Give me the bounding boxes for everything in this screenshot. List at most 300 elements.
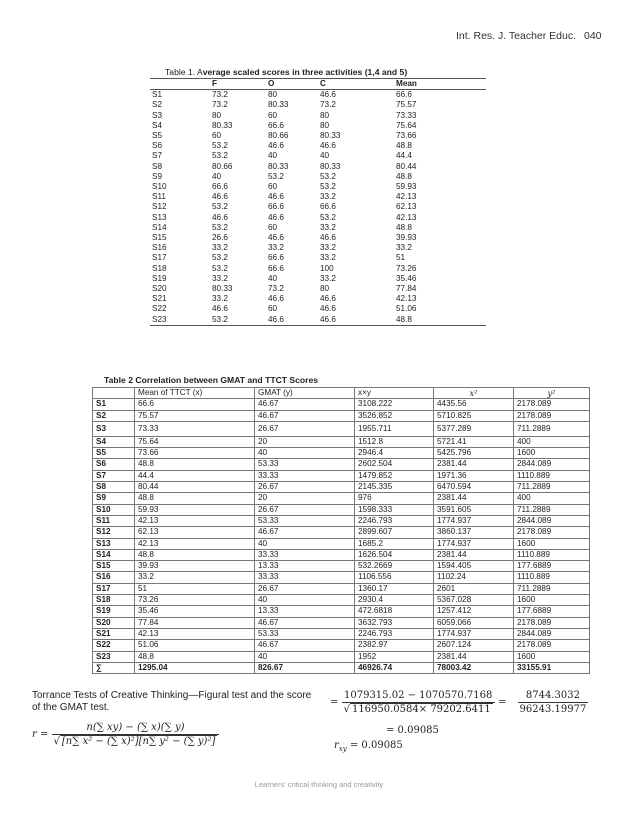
table-cell: 53.2 <box>212 141 228 151</box>
table-cell: 80 <box>212 110 222 120</box>
table-cell: 80.33 <box>320 161 341 171</box>
table-cell: S19 <box>152 273 167 283</box>
table-cell: 711.2889 <box>514 583 590 594</box>
table-cell: 2178.089 <box>514 410 590 421</box>
table-row <box>150 223 486 233</box>
table-cell: S15 <box>152 233 167 243</box>
table-cell: 1102.24 <box>434 572 514 583</box>
table-row <box>93 399 590 410</box>
table-cell: 1295.04 <box>135 662 255 673</box>
table-cell: 46.6 <box>320 233 336 243</box>
table-row <box>150 192 486 202</box>
table-row <box>93 410 590 421</box>
table-cell: 400 <box>514 493 590 504</box>
table-cell: 532.2669 <box>355 561 434 572</box>
table-cell: 33.2 <box>212 273 228 283</box>
table-cell: 46.6 <box>268 192 284 202</box>
table-row <box>93 504 590 515</box>
table-cell: 78003.42 <box>434 662 514 673</box>
table-cell: S13 <box>152 212 167 222</box>
table-cell: 66.6 <box>396 90 412 100</box>
table-cell: 5721.41 <box>434 436 514 447</box>
table-cell: 33.2 <box>320 243 336 253</box>
table-cell: 711.2889 <box>514 482 590 493</box>
table-row <box>150 253 486 263</box>
table-cell: 711.2889 <box>514 504 590 515</box>
table-cell: 46.6 <box>212 304 228 314</box>
table-cell: 46.67 <box>255 617 355 628</box>
table-cell: 2145.335 <box>355 482 434 493</box>
table-cell: 51.06 <box>396 304 417 314</box>
table-cell: 33.2 <box>268 243 284 253</box>
table-row <box>150 213 486 223</box>
table-row <box>150 100 486 110</box>
table-cell: 2844.089 <box>514 459 590 470</box>
table-cell: 80.33 <box>268 100 289 110</box>
table-cell: 80 <box>320 110 330 120</box>
table-cell: 44.4 <box>135 470 255 481</box>
table-cell: 53.2 <box>268 171 284 181</box>
table-row <box>150 202 486 212</box>
table-cell: 62.13 <box>135 527 255 538</box>
table-cell: S2 <box>93 410 135 421</box>
table-cell: 976 <box>355 493 434 504</box>
table-cell: 73.66 <box>396 131 417 141</box>
table-cell: 66.6 <box>268 202 284 212</box>
table-cell: 48.8 <box>135 549 255 560</box>
table-cell: 73.66 <box>135 448 255 459</box>
table-cell: 6059.066 <box>434 617 514 628</box>
table-cell: S16 <box>152 243 167 253</box>
table-cell: 5377.289 <box>434 421 514 436</box>
table-cell: 80.33 <box>212 284 233 294</box>
table-cell: 1774.937 <box>434 515 514 526</box>
table-cell: 2602.504 <box>355 459 434 470</box>
table-cell: 53.2 <box>212 263 228 273</box>
table-cell: S1 <box>152 90 163 100</box>
table-cell: 66.6 <box>268 253 284 263</box>
table-cell: 1600 <box>514 448 590 459</box>
table-row <box>150 111 486 121</box>
table-cell: 46.6 <box>268 212 284 222</box>
table-row <box>93 470 590 481</box>
table-row <box>93 583 590 594</box>
table-cell: S11 <box>93 515 135 526</box>
table-cell: 73.2 <box>268 284 284 294</box>
table-cell: 2178.089 <box>514 399 590 410</box>
table-cell: 51 <box>396 253 406 263</box>
table-cell: 51 <box>135 583 255 594</box>
table-cell: 40 <box>268 151 278 161</box>
table-row <box>150 315 486 326</box>
table-cell: S9 <box>152 171 163 181</box>
table-cell: 73.26 <box>396 263 417 273</box>
table-cell: 13.33 <box>255 606 355 617</box>
table-cell: S6 <box>93 459 135 470</box>
table-cell: 80 <box>320 120 330 130</box>
table-cell: 60 <box>268 304 278 314</box>
table-cell: 2246.793 <box>355 628 434 639</box>
table-cell: 2178.089 <box>514 527 590 538</box>
table-cell: 40 <box>255 651 355 662</box>
table-cell: 77.84 <box>396 284 417 294</box>
table-cell: S22 <box>93 640 135 651</box>
table-cell: 3632.793 <box>355 617 434 628</box>
table-cell: 2381.44 <box>434 493 514 504</box>
table-cell: S12 <box>93 527 135 538</box>
table-cell: 1512.8 <box>355 436 434 447</box>
table-cell: 73.2 <box>320 100 336 110</box>
table-cell: 26.67 <box>255 583 355 594</box>
table-cell: S18 <box>93 595 135 606</box>
table-cell: 2946.4 <box>355 448 434 459</box>
table-row <box>93 459 590 470</box>
table-cell: 2382.97 <box>355 640 434 651</box>
table-cell: 46.6 <box>212 192 228 202</box>
table-cell: 100 <box>320 263 334 273</box>
table-cell: 26.67 <box>255 421 355 436</box>
table-cell: S5 <box>152 131 163 141</box>
table-cell: 46.6 <box>268 314 284 324</box>
table-cell: Mean <box>396 79 417 88</box>
table-cell: 2246.793 <box>355 515 434 526</box>
table-cell: 53.2 <box>212 202 228 212</box>
table-row <box>150 274 486 284</box>
table-cell: 40 <box>320 151 330 161</box>
table-cell: 33.2 <box>212 243 228 253</box>
table-cell: 53.2 <box>320 182 336 192</box>
table-row <box>150 284 486 294</box>
table-cell: 80.33 <box>320 131 341 141</box>
table2 <box>92 387 590 674</box>
table-cell: 80.66 <box>212 161 233 171</box>
table-cell: 2899.607 <box>355 527 434 538</box>
table-row <box>150 90 486 101</box>
table-cell: 48.8 <box>396 314 412 324</box>
table-cell: 60 <box>268 182 278 192</box>
table-cell: 1774.937 <box>434 538 514 549</box>
table-cell: S6 <box>152 141 163 151</box>
table-cell: S23 <box>93 651 135 662</box>
table-cell: O <box>268 79 275 88</box>
table-row <box>93 421 590 436</box>
table-row <box>150 172 486 182</box>
table-row <box>93 640 590 651</box>
table-cell: S20 <box>152 284 167 294</box>
table-cell <box>93 388 135 399</box>
table-row <box>93 549 590 560</box>
table-cell: 2601 <box>434 583 514 594</box>
table-cell: 40 <box>268 273 278 283</box>
table-cell: 33.2 <box>320 273 336 283</box>
table-header-row <box>93 388 590 399</box>
table-cell: 51.06 <box>135 640 255 651</box>
table-cell: S4 <box>93 436 135 447</box>
table-row <box>93 628 590 639</box>
table-cell: 73.33 <box>135 421 255 436</box>
table-cell: S3 <box>152 110 163 120</box>
table-cell: 2381.44 <box>434 549 514 560</box>
table-cell: 2844.089 <box>514 515 590 526</box>
table-cell: 826.67 <box>255 662 355 673</box>
table-row <box>93 515 590 526</box>
table-cell: 4435.56 <box>434 399 514 410</box>
table-cell: S8 <box>152 161 163 171</box>
table-cell: S3 <box>93 421 135 436</box>
table-cell: 6470.594 <box>434 482 514 493</box>
table-cell: 46.67 <box>255 410 355 421</box>
table-cell: 177.6889 <box>514 561 590 572</box>
table-cell: S2 <box>152 100 163 110</box>
table-cell: 33155.91 <box>514 662 590 673</box>
table-cell: 48.8 <box>135 459 255 470</box>
table-cell: 75.57 <box>135 410 255 421</box>
table-cell: 1955.711 <box>355 421 434 436</box>
table-cell: 1257.412 <box>434 606 514 617</box>
table-cell: 73.26 <box>135 595 255 606</box>
table-cell: 33.33 <box>255 470 355 481</box>
table-cell: 80 <box>268 90 278 100</box>
journal-name: Int. Res. J. Teacher Educ. <box>456 30 577 42</box>
table-cell: 42.13 <box>396 192 417 202</box>
table-row <box>150 151 486 161</box>
table-cell: S21 <box>152 294 167 304</box>
table-cell: 2607.124 <box>434 640 514 651</box>
table1 <box>150 78 486 326</box>
table-cell: 2381.44 <box>434 459 514 470</box>
table-cell: 48.8 <box>135 651 255 662</box>
table-cell: 40 <box>255 595 355 606</box>
table-row <box>93 448 590 459</box>
table-cell: S17 <box>93 583 135 594</box>
table-cell: 1110.889 <box>514 549 590 560</box>
table-cell: 1110.889 <box>514 572 590 583</box>
table-cell: 33.2 <box>320 253 336 263</box>
table-cell: 177.6889 <box>514 606 590 617</box>
table-cell: 33.2 <box>320 222 336 232</box>
table-cell: 42.13 <box>396 212 417 222</box>
table-cell: 46.6 <box>320 141 336 151</box>
table-cell: 60 <box>212 131 222 141</box>
table-cell: 80.44 <box>396 161 417 171</box>
table-row <box>93 561 590 572</box>
table-cell: 40 <box>255 448 355 459</box>
table-cell: 62.13 <box>396 202 417 212</box>
table-cell: ∑ <box>93 662 135 673</box>
table-cell: 1479.852 <box>355 470 434 481</box>
table-cell: x² <box>434 388 514 399</box>
table-cell: 80.33 <box>212 120 233 130</box>
table-cell: 5710.825 <box>434 410 514 421</box>
table-cell: S13 <box>93 538 135 549</box>
table-cell: 66.6 <box>135 399 255 410</box>
table-cell: 40 <box>255 538 355 549</box>
table-cell: 33.33 <box>255 549 355 560</box>
table-row <box>93 527 590 538</box>
table-row <box>93 493 590 504</box>
table-cell: 46.6 <box>320 90 336 100</box>
table-cell: 59.93 <box>396 182 417 192</box>
table-cell: 46.6 <box>212 212 228 222</box>
table-row <box>150 233 486 243</box>
table-cell: 2178.089 <box>514 640 590 651</box>
table-cell: 53.2 <box>320 212 336 222</box>
table-cell: 53.2 <box>212 151 228 161</box>
table-row <box>150 141 486 151</box>
table-cell: 3526.852 <box>355 410 434 421</box>
table-cell: 46926.74 <box>355 662 434 673</box>
table-cell: S23 <box>152 314 167 324</box>
table-cell: 5367.028 <box>434 595 514 606</box>
table-row <box>150 182 486 192</box>
table-cell: 42.13 <box>396 294 417 304</box>
table-cell: 33.33 <box>255 572 355 583</box>
table-cell: 66.6 <box>320 202 336 212</box>
table-cell: 26.6 <box>212 233 228 243</box>
table-cell: 1774.937 <box>434 628 514 639</box>
table-cell: 46.67 <box>255 527 355 538</box>
table-cell: C <box>320 79 326 88</box>
table-row <box>93 595 590 606</box>
table-row <box>150 304 486 314</box>
table-cell: 26.67 <box>255 482 355 493</box>
table-cell: 53.2 <box>212 314 228 324</box>
table-cell: 75.57 <box>396 100 417 110</box>
body-paragraph: Torrance Tests of Creative Thinking—Figural test and the score of the GMAT test. <box>32 690 312 713</box>
table-header-row <box>150 79 486 90</box>
table-cell: S4 <box>152 120 163 130</box>
table-cell: 73.2 <box>212 90 228 100</box>
table-cell: 77.84 <box>135 617 255 628</box>
table-cell: S22 <box>152 304 167 314</box>
table-cell: 53.2 <box>212 222 228 232</box>
table-cell: 39.93 <box>396 233 417 243</box>
table-cell: 42.13 <box>135 538 255 549</box>
table-cell: 46.67 <box>255 399 355 410</box>
table-cell: 60 <box>268 110 278 120</box>
table-cell: 42.13 <box>135 628 255 639</box>
table-cell: 2930.4 <box>355 595 434 606</box>
table-cell: 33.2 <box>212 294 228 304</box>
table-cell: S16 <box>93 572 135 583</box>
table-cell: 53.33 <box>255 628 355 639</box>
table-cell: 80 <box>320 284 330 294</box>
table-cell: 711.2889 <box>514 421 590 436</box>
table-cell: 1626.504 <box>355 549 434 560</box>
table-cell: 48.8 <box>396 141 412 151</box>
table-row <box>150 243 486 253</box>
table-cell: S8 <box>93 482 135 493</box>
table-cell: 42.13 <box>135 515 255 526</box>
table-cell: 1110.889 <box>514 470 590 481</box>
table-cell: 46.67 <box>255 640 355 651</box>
calc-result: = 0.09085 <box>386 725 439 736</box>
table-cell: 73.2 <box>212 100 228 110</box>
table-cell: 1600 <box>514 595 590 606</box>
table-cell: S11 <box>152 192 166 202</box>
table-cell: S7 <box>93 470 135 481</box>
table-cell: 39.93 <box>135 561 255 572</box>
table-cell: 1598.333 <box>355 504 434 515</box>
table-cell: S1 <box>93 399 135 410</box>
table-cell: 75.64 <box>135 436 255 447</box>
table-cell: 46.6 <box>320 314 336 324</box>
table-cell: 472.6818 <box>355 606 434 617</box>
table-cell: 46.6 <box>320 294 336 304</box>
table-cell: S14 <box>93 549 135 560</box>
table-cell: 48.8 <box>396 171 412 181</box>
table-cell: 59.93 <box>135 504 255 515</box>
table-cell: x×y <box>355 388 434 399</box>
table-cell: 53.33 <box>255 515 355 526</box>
table-cell: 13.33 <box>255 561 355 572</box>
table-cell: S10 <box>93 504 135 515</box>
table-cell: 44.4 <box>396 151 412 161</box>
table-cell: 2178.089 <box>514 617 590 628</box>
table-cell: 3591.605 <box>434 504 514 515</box>
table1-caption: Table 1. Average scaled scores in three activities (1,4 and 5) <box>165 67 408 77</box>
table-row <box>93 538 590 549</box>
table-cell: 26.67 <box>255 504 355 515</box>
table-row <box>93 436 590 447</box>
table-cell: 46.6 <box>268 294 284 304</box>
table-cell: S7 <box>152 151 163 161</box>
table-cell: S18 <box>152 263 167 273</box>
table-cell: 66.6 <box>268 120 284 130</box>
table-cell: 400 <box>514 436 590 447</box>
table-cell: 46.6 <box>320 304 336 314</box>
calculation: = $\frac{1079315.02 - 1070570.7168}{√ 116950.0584\times 79202.6411}$ = $\frac{8744.3032}{96243.19977}$ <box>330 690 587 715</box>
table-cell: S15 <box>93 561 135 572</box>
table-cell: 80.66 <box>268 131 289 141</box>
table-cell: y² <box>514 388 590 399</box>
table-cell: F <box>212 79 218 88</box>
table-cell: 60 <box>268 222 278 232</box>
table-cell: 3108.222 <box>355 399 434 410</box>
table-sum-row <box>93 662 590 673</box>
table-cell: 80.44 <box>135 482 255 493</box>
table-cell: 33.2 <box>396 243 412 253</box>
table-row <box>93 617 590 628</box>
table-cell: S20 <box>93 617 135 628</box>
table-cell: 46.6 <box>268 233 284 243</box>
table-cell: S21 <box>93 628 135 639</box>
table-cell: 1685.2 <box>355 538 434 549</box>
table-cell: 5425.796 <box>434 448 514 459</box>
table-row <box>93 572 590 583</box>
table-cell: 66.6 <box>212 182 228 192</box>
table-row <box>93 651 590 662</box>
table-row <box>150 294 486 304</box>
table-cell: 1971.36 <box>434 470 514 481</box>
table-cell: 75.64 <box>396 120 417 130</box>
table-cell: 2844.089 <box>514 628 590 639</box>
table-cell: 2381.44 <box>434 651 514 662</box>
pearson-formula: r = $\frac{n(\sum xy) - (\sum x)(\sum y)}{\text{√ [n∑ x² − (∑ x)²][n∑ y² − (∑ y)²]}}$ <box>32 722 219 747</box>
table-cell: S12 <box>152 202 167 212</box>
page-number: 040 <box>584 30 602 42</box>
table-cell: S10 <box>152 182 167 192</box>
table-cell: 33.2 <box>320 192 336 202</box>
table-cell: 3860.137 <box>434 527 514 538</box>
table-cell: 46.6 <box>268 141 284 151</box>
table-cell: 53.2 <box>212 253 228 263</box>
table-cell: 1600 <box>514 651 590 662</box>
table2-caption: Table 2 Correlation between GMAT and TTCT Scores <box>104 375 319 385</box>
table-cell: 35.46 <box>135 606 255 617</box>
table-cell: 80.33 <box>268 161 289 171</box>
table-cell: 1360.17 <box>355 583 434 594</box>
